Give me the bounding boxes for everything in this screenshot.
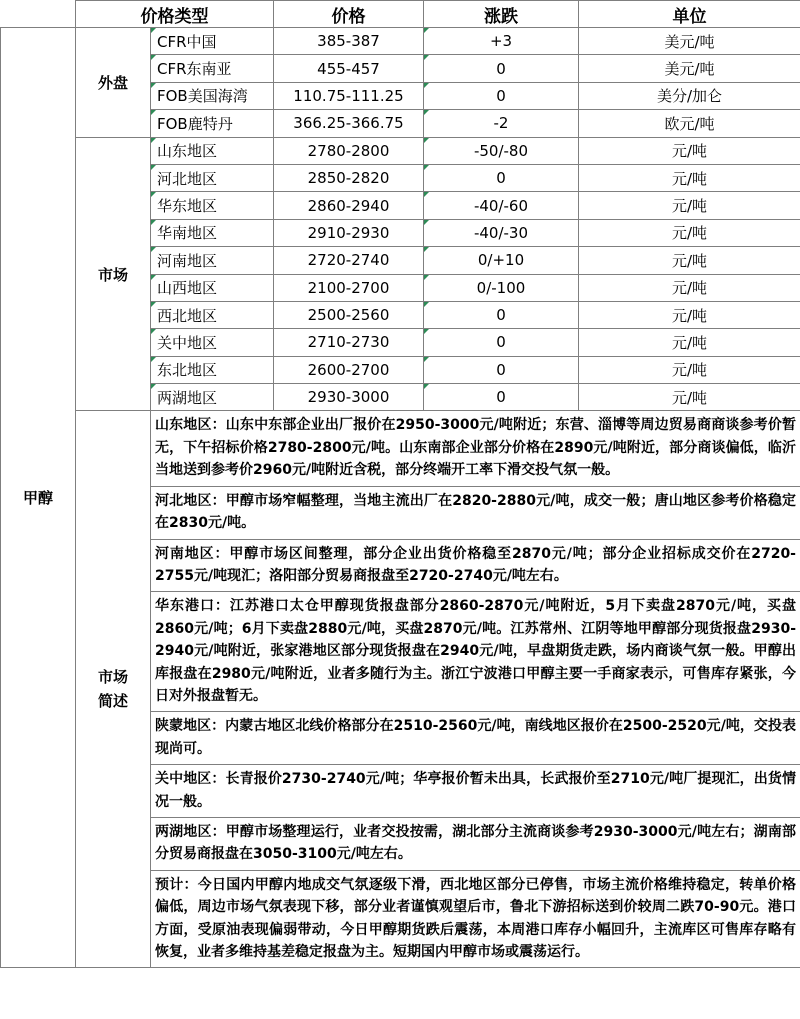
header-price: 价格 <box>274 1 424 28</box>
summary-row <box>1 411 800 486</box>
market-row-name: 关中地区 <box>151 329 274 356</box>
market-row-change: 0 <box>424 301 579 328</box>
market-row-name: 西北地区 <box>151 301 274 328</box>
market-row-price: 2600-2700 <box>274 356 424 383</box>
external-row-price: 385-387 <box>274 28 424 55</box>
market-row-name: 两湖地区 <box>151 384 274 411</box>
market-row-price: 2860-2940 <box>274 192 424 219</box>
summary-paragraph: 陕蒙地区：内蒙古地区北线价格部分在2510-2560元/吨，南线地区报价在2500-2520元/吨，交投表现尚可。 <box>151 712 800 765</box>
market-row-price: 2100-2700 <box>274 274 424 301</box>
market-row-name: 山西地区 <box>151 274 274 301</box>
market-row-unit: 元/吨 <box>579 247 800 274</box>
external-row-name: CFR东南亚 <box>151 55 274 82</box>
market-row-price: 2500-2560 <box>274 301 424 328</box>
external-row-price: 366.25-366.75 <box>274 110 424 137</box>
external-row <box>1 28 800 55</box>
market-row-name: 山东地区 <box>151 137 274 164</box>
header-change: 涨跌 <box>424 1 579 28</box>
market-row-name: 华东地区 <box>151 192 274 219</box>
summary-paragraph: 河南地区：甲醇市场区间整理，部分企业出货价格稳至2870元/吨；部分企业招标成交价在2720-2755元/吨现汇；洛阳部分贸易商报盘至2720-2740元/吨左右。 <box>151 539 800 592</box>
market-row-name: 河南地区 <box>151 247 274 274</box>
external-row-unit: 美分/加仑 <box>579 82 800 109</box>
external-row-change: +3 <box>424 28 579 55</box>
market-row-price: 2910-2930 <box>274 219 424 246</box>
market-row-change: -40/-60 <box>424 192 579 219</box>
header-spacer <box>1 1 76 28</box>
header-unit: 单位 <box>579 1 800 28</box>
product-label: 甲醇 <box>1 28 76 968</box>
summary-paragraph: 关中地区：长青报价2730-2740元/吨；华亭报价暂未出具，长武报价至2710元/吨厂提现汇，出货情况一般。 <box>151 765 800 818</box>
summary-paragraph: 两湖地区：甲醇市场整理运行，业者交投按需，湖北部分主流商谈参考2930-3000元/吨左右；湖南部分贸易商报盘在3050-3100元/吨左右。 <box>151 817 800 870</box>
market-row-change: 0/-100 <box>424 274 579 301</box>
header-type: 价格类型 <box>76 1 274 28</box>
summary-paragraph: 河北地区：甲醇市场窄幅整理，当地主流出厂在2820-2880元/吨，成交一般；唐山地区参考价格稳定在2830元/吨。 <box>151 486 800 539</box>
external-row-unit: 美元/吨 <box>579 55 800 82</box>
market-row-price: 2930-3000 <box>274 384 424 411</box>
summary-group-label <box>76 411 151 968</box>
market-row-change: 0 <box>424 329 579 356</box>
external-row-unit: 美元/吨 <box>579 28 800 55</box>
external-row-unit: 欧元/吨 <box>579 110 800 137</box>
market-row-change: 0 <box>424 356 579 383</box>
external-row-name: FOB美国海湾 <box>151 82 274 109</box>
market-row-unit: 元/吨 <box>579 274 800 301</box>
external-row-name: FOB鹿特丹 <box>151 110 274 137</box>
market-row-unit: 元/吨 <box>579 301 800 328</box>
external-row-change: -2 <box>424 110 579 137</box>
market-row-price: 2850-2820 <box>274 164 424 191</box>
summary-label-line1: 市场 <box>97 668 128 687</box>
market-row-unit: 元/吨 <box>579 219 800 246</box>
market-row-unit: 元/吨 <box>579 137 800 164</box>
market-row-unit: 元/吨 <box>579 356 800 383</box>
market-row-change: 0 <box>424 384 579 411</box>
market-row-price: 2720-2740 <box>274 247 424 274</box>
market-row-name: 东北地区 <box>151 356 274 383</box>
market-row-name: 华南地区 <box>151 219 274 246</box>
external-row-change: 0 <box>424 82 579 109</box>
market-row-unit: 元/吨 <box>579 192 800 219</box>
external-row-name: CFR中国 <box>151 28 274 55</box>
market-row-name: 河北地区 <box>151 164 274 191</box>
external-row-change: 0 <box>424 55 579 82</box>
market-row-change: -50/-80 <box>424 137 579 164</box>
market-row-unit: 元/吨 <box>579 164 800 191</box>
external-group-label: 外盘 <box>76 28 151 138</box>
market-row-change: 0 <box>424 164 579 191</box>
market-row-unit: 元/吨 <box>579 329 800 356</box>
external-row-price: 455-457 <box>274 55 424 82</box>
market-row-price: 2780-2800 <box>274 137 424 164</box>
summary-paragraph: 预计：今日国内甲醇内地成交气氛逐级下滑，西北地区部分已停售，市场主流价格维持稳定，转单价格偏低，周边市场气氛表现下移，部分业者谨慎观望后市，鲁北下游招标送到价较周二跌70-90元。港口方面，受原油表现偏弱带动，今日甲醇期货跌后震荡，本周港口库存小幅回升，主流库区可售库存略有恢复，业者多维持基差稳定报盘为主。短期国内甲醇市场或震荡运行。 <box>151 870 800 968</box>
market-row <box>1 137 800 164</box>
market-row-change: -40/-30 <box>424 219 579 246</box>
market-row-price: 2710-2730 <box>274 329 424 356</box>
market-row-unit: 元/吨 <box>579 384 800 411</box>
summary-label-line2: 简述 <box>97 692 128 711</box>
summary-paragraph: 华东港口：江苏港口太仓甲醇现货报盘部分2860-2870元/吨附近，5月下卖盘2870元/吨，买盘2860元/吨；6月下卖盘2880元/吨，买盘2870元/吨。江苏常州、江阴等地甲醇部分现货报盘2930-2940元/吨附近，张家港地区部分现货报盘在2940元/吨，早盘期货走跌，场内商谈气氛一般。甲醇出库报盘在2980元/吨附近，业者多随行为主。浙江宁波港口甲醇主要一手商家表示，可售库存紧张，今日对外报盘暂无。 <box>151 592 800 712</box>
market-group-label: 市场 <box>76 137 151 411</box>
summary-paragraph: 山东地区：山东中东部企业出厂报价在2950-3000元/吨附近；东营、淄博等周边贸易商商谈参考价暂无，下午招标价格2780-2800元/吨。山东南部企业部分价格在2890元/吨附近，部分商谈偏低，临沂当地送到参考价2960元/吨附近含税，部分终端开工率下滑交投气氛一般。 <box>151 411 800 486</box>
market-row-change: 0/+10 <box>424 247 579 274</box>
external-row-price: 110.75-111.25 <box>274 82 424 109</box>
header-row <box>1 1 800 28</box>
